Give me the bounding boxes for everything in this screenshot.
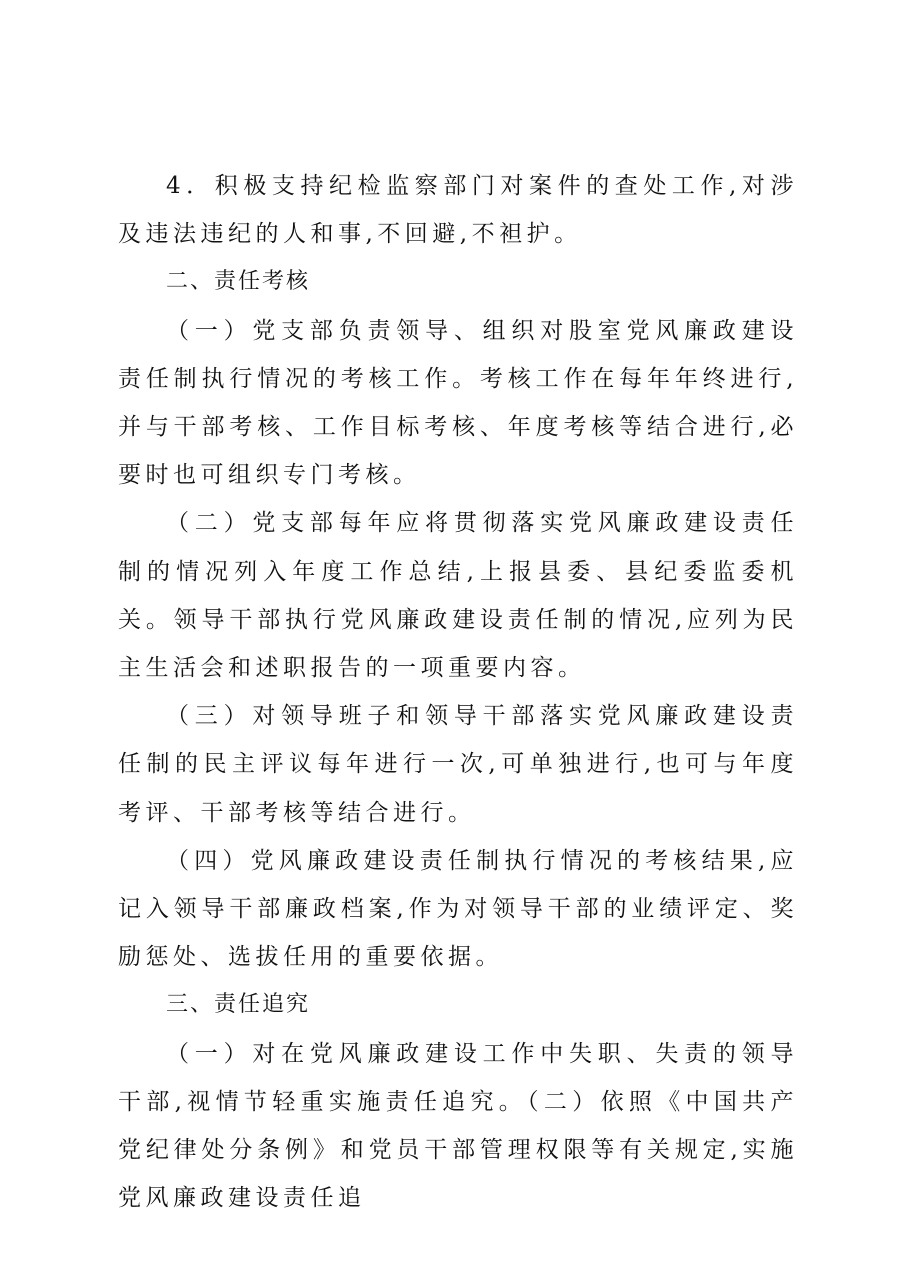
paragraph-assessment-3: （三）对领导班子和领导干部落实党风廉政建设责任制的民主评议每年进行一次,可单独进行,也可与年度考评、干部考核等结合进行。 [118,703,798,826]
paragraph-assessment-1: （一）党支部负责领导、组织对股室党风廉政建设责任制执行情况的考核工作。考核工作在每年年终进行,并与干部考核、工作目标考核、年度考核等结合进行,必要时也可组织专门考核。 [118,317,798,489]
paragraph-accountability-1: （一）对在党风廉政建设工作中失职、失责的领导干部,视情节轻重实施责任追究。（二）依照《中国共产党纪律处分条例》和党员干部管理权限等有关规定,实施党风廉政建设责任追 [118,1040,798,1212]
section-heading-responsibility-assessment: 二、责任考核 [166,269,311,295]
paragraph-assessment-2: （二）党支部每年应将贯彻落实党风廉政建设责任制的情况列入年度工作总结,上报县委、县纪委监委机关。领导干部执行党风廉政建设责任制的情况,应列为民主生活会和述职报告的一项重要内容。 [118,510,798,682]
section-heading-accountability: 三、责任追究 [166,992,311,1018]
document-body [118,162,798,1222]
paragraph-assessment-4: （四）党风廉政建设责任制执行情况的考核结果,应记入领导干部廉政档案,作为对领导干部的业绩评定、奖励惩处、选拔任用的重要依据。 [118,847,798,971]
paragraph-4-support-discipline: 4．积极支持纪检监察部门对案件的查处工作,对涉及违法违纪的人和事,不回避,不袒护。 [118,173,798,248]
